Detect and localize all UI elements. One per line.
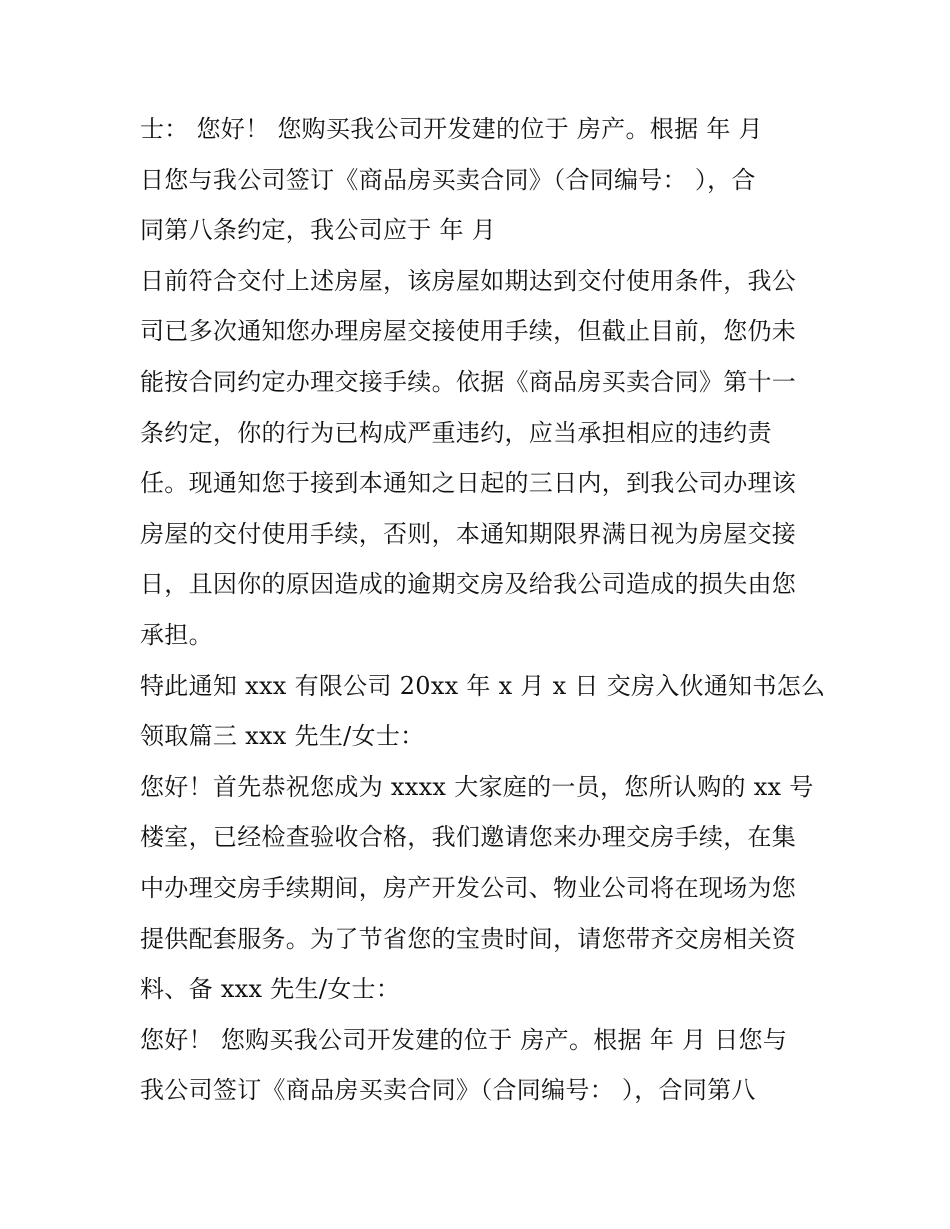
text-line: 条约定，你的行为已构成严重违约，应当承担相应的违约责 [140,418,772,447]
text-line: 司已多次通知您办理房屋交接使用手续，但截止目前，您仍未 [140,317,797,346]
text-line: 同第八条约定，我公司应于 年 月 [140,216,497,245]
text-line: 楼室，已经检查验收合格，我们邀请您来办理交房手续，在集 [140,823,797,852]
text-line: 提供配套服务。为了节省您的宝贵时间，请您带齐交房相关资 [140,924,797,953]
text-line: 您好！ 您购买我公司开发建的位于 房产。根据 年 月 日您与 [140,1025,788,1054]
text-line: 士： 您好！ 您购买我公司开发建的位于 房产。根据 年 月 [140,115,763,143]
text-line: 料、备 xxx 先生/女士： [140,975,401,1004]
text-line: 能按合同约定办理交接手续。依据《商品房买卖合同》第十一 [140,367,797,396]
text-line: 中办理交房手续期间，房产开发公司、物业公司将在现场为您 [140,873,797,902]
text-line: 任。现通知您于接到本通知之日起的三日内，到我公司办理该 [140,469,797,498]
text-line: 特此通知 xxx 有限公司 20xx 年 x 月 x 日 交房入伙通知书怎么 [140,671,826,700]
document-body [140,104,840,1116]
text-line: 承担。 [140,620,213,649]
text-line: 您好！首先恭祝您成为 xxxx 大家庭的一员，您所认购的 xx 号 [140,772,814,801]
text-line: 日您与我公司签订《商品房买卖合同》（合同编号： ），合 [140,165,756,194]
text-line: 房屋的交付使用手续，否则，本通知期限界满日视为房屋交接 [140,519,797,548]
text-line: 我公司签订《商品房买卖合同》（合同编号： ），合同第八 [140,1076,756,1105]
text-line: 日前符合交付上述房屋，该房屋如期达到交付使用条件，我公 [140,266,797,295]
text-line: 日，且因你的原因造成的逾期交房及给我公司造成的损失由您 [140,570,797,599]
text-line: 领取篇三 xxx 先生/女士： [140,722,425,751]
